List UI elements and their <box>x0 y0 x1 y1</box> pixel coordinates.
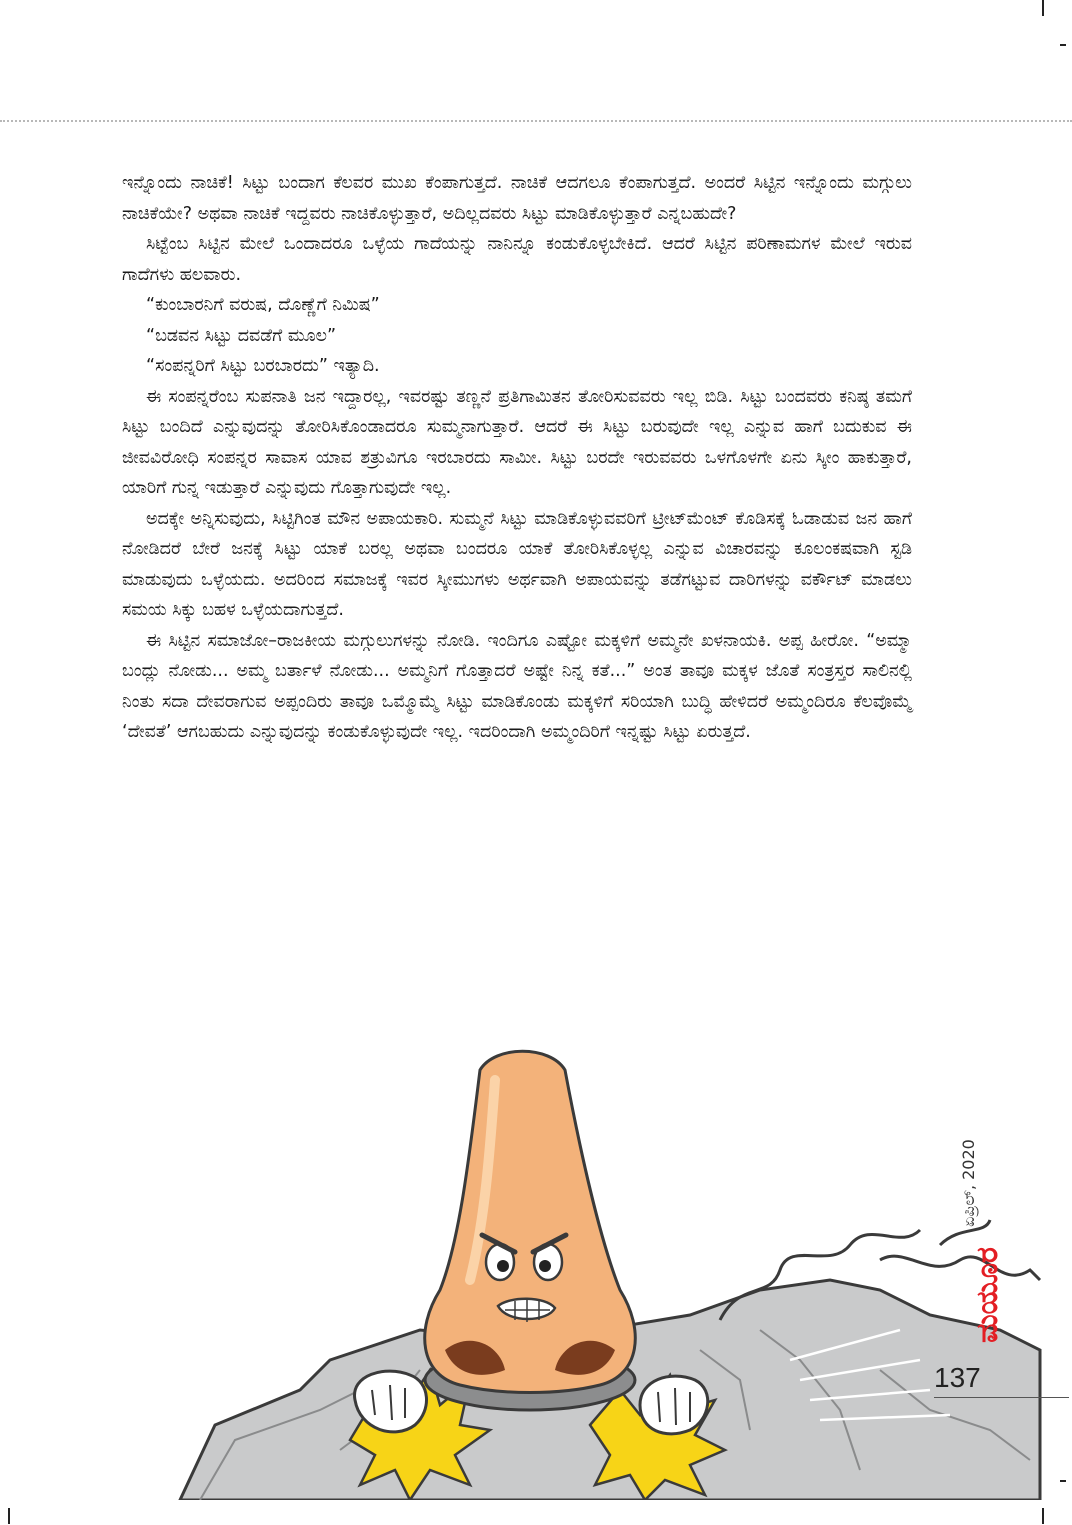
nose-shape <box>425 1051 636 1392</box>
paragraph: ಸಿಟ್ಟೆಂಬ ಸಿಟ್ಟಿನ ಮೇಲೆ ಒಂದಾದರೂ ಒಳ್ಳೆಯ ಗಾದೆಯನ್ನು ನಾನಿನ್ನೂ ಕಂಡುಕೊಳ್ಳಬೇಕಿದೆ. ಆದರೆ ಸಿಟ್ಟಿನ ಪರಿಣಾಮಗಳ ಮೇಲೆ ಇರುವ ಗಾದೆಗಳು ಹಲವಾರು. <box>122 234 912 285</box>
crop-mark <box>1060 44 1066 46</box>
issue-date: ಏಪ್ರಿಲ್, 2020 <box>959 1139 978 1227</box>
page-number: 137 <box>934 1362 981 1393</box>
crop-mark <box>8 1508 10 1524</box>
proverb: “ಕುಂಬಾರನಿಗೆ ವರುಷ, ದೊಣ್ಣೆಗೆ ನಿಮಿಷ” <box>146 295 380 315</box>
proverb: “ಬಡವನ ಸಿಟ್ಟು ದವಡೆಗೆ ಮೂಲ” <box>146 325 337 346</box>
paragraph: ಅದಕ್ಕೇ ಅನ್ನಿಸುವುದು, ಸಿಟ್ಟಿಗಿಂತ ಮೌನ ಅಪಾಯಕಾರಿ. ಸುಮ್ಮನೆ ಸಿಟ್ಟು ಮಾಡಿಕೊಳ್ಳುವವರಿಗೆ ಟ್ರೀಟ್‌ಮೆಂಟ್ ಕೊಡಿಸಕ್ಕೆ ಓಡಾಡುವ ಜನ ಹಾಗೆ ನೋಡಿದರೆ ಬೇರೆ ಜನಕ್ಕೆ ಸಿಟ್ಟು ಯಾಕೆ ಬರಲ್ಲ ಅಥವಾ ಬಂದರೂ ಯಾಕೆ ತೋರಿಸಿಕೊಳ್ಳಲ್ಲ ಎನ್ನುವ ವಿಚಾರವನ್ನು ಕೂಲಂಕಷವಾಗಿ ಸ್ಟಡಿ ಮಾಡುವುದು ಒಳ್ಳೆಯದು. ಅದರಿಂದ ಸಮಾಜಕ್ಕೆ ಇವರ ಸ್ಕೀಮುಗಳು ಅರ್ಥವಾಗಿ ಅಪಾಯವನ್ನು ತಡೆಗಟ್ಟುವ ದಾರಿಗಳನ್ನು ವರ್ಕೌಟ್ ಮಾಡಲು ಸಮಯ ಸಿಕ್ಕು ಬಹಳ ಒಳ್ಳೆಯದಾಗುತ್ತದೆ. <box>122 508 912 620</box>
paragraph: ಈ ಸಿಟ್ಟಿನ ಸಮಾಜೋ–ರಾಜಕೀಯ ಮಗ್ಗುಲುಗಳನ್ನು ನೋಡಿ. ಇಂದಿಗೂ ಎಷ್ಟೋ ಮಕ್ಕಳಿಗೆ ಅಮ್ಮನೇ ಖಳನಾಯಕಿ. ಅಪ್ಪ ಹೀರೋ. “ಅಮ್ಮಾ ಬಂದ್ಲು ನೋಡು... ಅಮ್ಮ ಬರ್ತಾಳೆ ನೋಡು... ಅಮ್ಮನಿಗೆ ಗೊತ್ತಾದರೆ ಅಷ್ಟೇ ನಿನ್ನ ಕತೆ...” ಅಂತ ತಾವೂ ಮಕ್ಕಳ ಜೊತೆ ಸಂತ್ರಸ್ತರ ಸಾಲಿನಲ್ಲಿ ನಿಂತು ಸದಾ ದೇವರಾಗುವ ಅಪ್ಪಂದಿರು ತಾವೂ ಒಮ್ಮೊಮ್ಮೆ ಸಿಟ್ಟು ಮಾಡಿಕೊಂಡು ಮಕ್ಕಳಿಗೆ ಸರಿಯಾಗಿ ಬುದ್ಧಿ ಹೇಳಿದರೆ ಅಮ್ಮಂದಿರೂ ಕೆಲವೊಮ್ಮೆ ‘ದೇವತೆ’ ಆಗಬಹುದು ಎನ್ನುವುದನ್ನು ಕಂಡುಕೊಳ್ಳುವುದೇ ಇಲ್ಲ. ಇದರಿಂದಾಗಿ ಅಮ್ಮಂದಿರಿಗೆ ಇನ್ನಷ್ಟು ಸಿಟ್ಟು ಏರುತ್ತದೆ. <box>122 630 912 742</box>
article-body <box>122 168 912 748</box>
paragraph: ಈ ಸಂಪನ್ನರೆಂಬ ಸುಪನಾತಿ ಜನ ಇದ್ದಾರಲ್ಲ, ಇವರಷ್ಟು ತಣ್ಣನೆ ಪ್ರತಿಗಾಮಿತನ ತೋರಿಸುವವರು ಇಲ್ಲ ಬಿಡಿ. ಸಿಟ್ಟು ಬಂದವರು ಕನಿಷ್ಠ ತಮಗೆ ಸಿಟ್ಟು ಬಂದಿದೆ ಎನ್ನುವುದನ್ನು ತೋರಿಸಿಕೊಂಡಾದರೂ ಸುಮ್ಮನಾಗುತ್ತಾರೆ. ಆದರೆ ಈ ಸಿಟ್ಟು ಬರುವುದೇ ಇಲ್ಲ ಎನ್ನುವ ಹಾಗೆ ಬದುಕುವ ಈ ಜೀವವಿರೋಧಿ ಸಂಪನ್ನರ ಸಾವಾಸ ಯಾವ ಶತ್ರುವಿಗೂ ಇರಬಾರದು ಸಾಮೀ. ಸಿಟ್ಟು ಬರದೇ ಇರುವವರು ಒಳಗೊಳಗೇ ಏನು ಸ್ಕೀಂ ಹಾಕುತ್ತಾರೆ, ಯಾರಿಗೆ ಗುನ್ನ ಇಡುತ್ತಾರೆ ಎನ್ನುವುದು ಗೊತ್ತಾಗುವುದೇ ಇಲ್ಲ. <box>122 386 912 498</box>
crop-mark <box>1042 0 1044 16</box>
angry-nose-illustration <box>0 1030 1072 1500</box>
magazine-logo: ಮಯೂರ <box>970 1247 1005 1343</box>
fist-right <box>640 1376 708 1434</box>
proverb: “ಸಂಪನ್ನರಿಗೆ ಸಿಟ್ಟು ಬರಬಾರದು” ಇತ್ಯಾದಿ. <box>146 356 380 376</box>
crop-mark <box>1042 1508 1044 1524</box>
header-dotted-rule <box>0 120 1072 122</box>
paragraph: ಇನ್ನೊಂದು ನಾಚಿಕೆ! ಸಿಟ್ಟು ಬಂದಾಗ ಕೆಲವರ ಮುಖ ಕೆಂಪಾಗುತ್ತದೆ. ನಾಚಿಕೆ ಆದಗಲೂ ಕೆಂಪಾಗುತ್ತದೆ. ಅಂದರೆ ಸಿಟ್ಟಿನ ಇನ್ನೊಂದು ಮಗ್ಗುಲು ನಾಚಿಕೆಯೇ? ಅಥವಾ ನಾಚಿಕೆ ಇದ್ದವರು ನಾಚಿಕೊಳ್ಳುತ್ತಾರೆ, ಅದಿಲ್ಲದವರು ಸಿಟ್ಟು ಮಾಡಿಕೊಳ್ಳುತ್ತಾರೆ ಎನ್ನಬಹುದೇ? <box>122 173 912 224</box>
page-number-rule <box>934 1397 1069 1398</box>
